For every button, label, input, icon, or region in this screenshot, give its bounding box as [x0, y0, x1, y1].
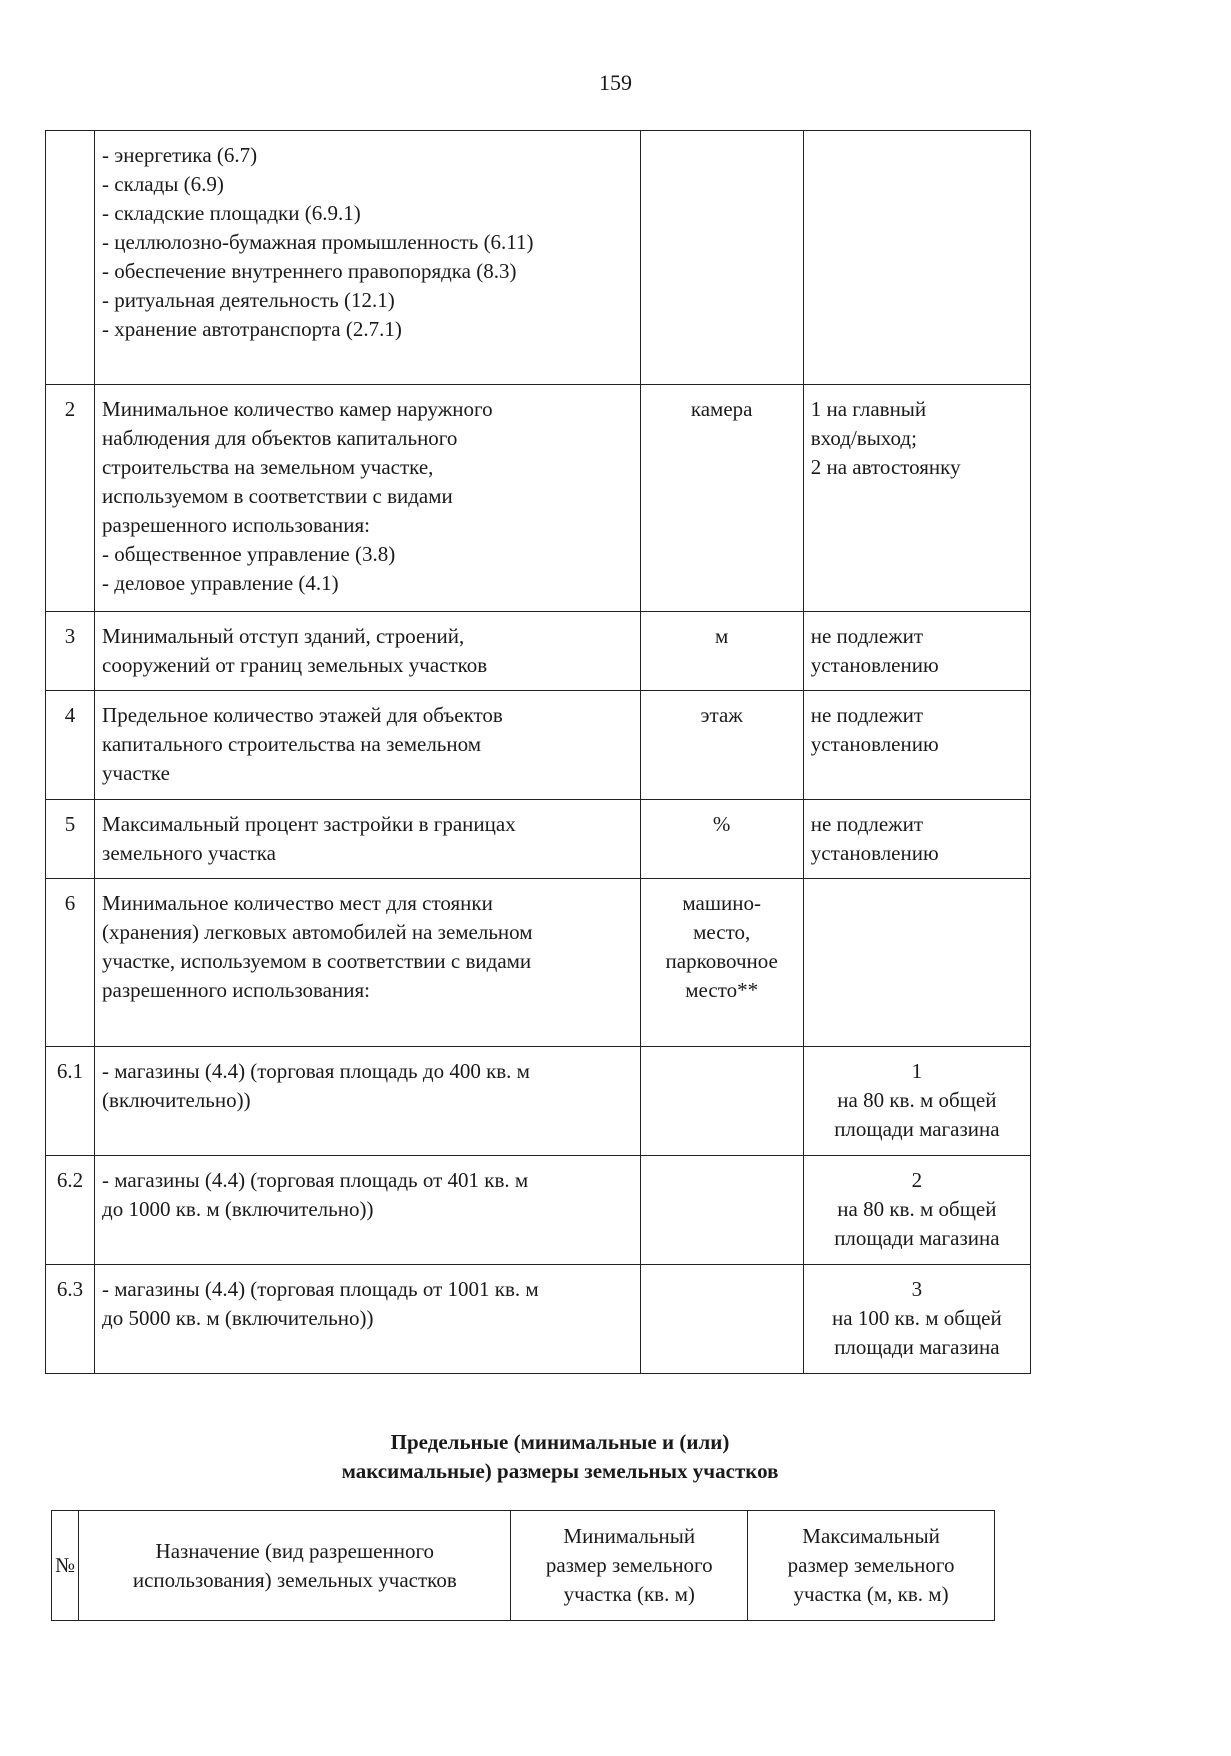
row-number: 4	[46, 691, 95, 800]
row-unit	[640, 131, 803, 385]
table-row	[46, 800, 1031, 879]
table-header-row	[52, 1511, 995, 1621]
table-row	[46, 691, 1031, 800]
table-row	[46, 879, 1031, 1047]
table-row	[46, 1047, 1031, 1156]
land-plot-sizes-table	[51, 1510, 995, 1621]
header-number: №	[52, 1511, 79, 1621]
row-number: 6	[46, 879, 95, 1047]
row-number: 6.1	[46, 1047, 95, 1156]
table-row	[46, 612, 1031, 691]
row-number: 5	[46, 800, 95, 879]
row-value: 1 на 80 кв. м общей площади магазина	[803, 1047, 1030, 1156]
row-unit	[640, 1265, 803, 1374]
row-description: - магазины (4.4) (торговая площадь до 400 кв. м (включительно))	[95, 1047, 641, 1156]
row-description: - магазины (4.4) (торговая площадь от 1001 кв. м до 5000 кв. м (включительно))	[95, 1265, 641, 1374]
row-value: 3 на 100 кв. м общей площади магазина	[803, 1265, 1030, 1374]
row-value: 2 на 80 кв. м общей площади магазина	[803, 1156, 1030, 1265]
table-row	[46, 385, 1031, 612]
row-unit: камера	[640, 385, 803, 612]
row-unit	[640, 1156, 803, 1265]
row-unit: этаж	[640, 691, 803, 800]
row-description: Минимальный отступ зданий, строений, сооружений от границ земельных участков	[95, 612, 641, 691]
row-value	[803, 879, 1030, 1047]
row-description: - магазины (4.4) (торговая площадь от 401 кв. м до 1000 кв. м (включительно))	[95, 1156, 641, 1265]
header-purpose: Назначение (вид разрешенного использования) земельных участков	[79, 1511, 511, 1621]
page-number: 159	[599, 70, 632, 95]
row-number: 6.2	[46, 1156, 95, 1265]
header-max-size: Максимальный размер земельного участка (м, кв. м)	[748, 1511, 995, 1621]
table-row	[46, 1265, 1031, 1374]
row-unit: м	[640, 612, 803, 691]
row-description: Максимальный процент застройки в границах земельного участка	[95, 800, 641, 879]
row-value	[803, 131, 1030, 385]
table-row	[46, 1156, 1031, 1265]
row-unit: %	[640, 800, 803, 879]
row-unit: машино- место, парковочное место**	[640, 879, 803, 1047]
row-number	[46, 131, 95, 385]
row-number: 2	[46, 385, 95, 612]
row-value: не подлежит установлению	[803, 612, 1030, 691]
row-description: Минимальное количество камер наружного наблюдения для объектов капитального строительства на земельном участке, используемом в соответствии с видами разрешенного использования: - общественное управление (3.8) - деловое управление (4.1)	[95, 385, 641, 612]
section-title: Предельные (минимальные и (или) максимальные) размеры земельных участков	[341, 1430, 779, 1483]
row-value: не подлежит установлению	[803, 800, 1030, 879]
row-value: не подлежит установлению	[803, 691, 1030, 800]
row-description: - энергетика (6.7) - склады (6.9) - складские площадки (6.9.1) - целлюлозно-бумажная промышленность (6.11) - обеспечение внутреннего правопорядка (8.3) - ритуальная деятельность (12.1) - хранение автотранспорта (2.7.1)	[95, 131, 641, 385]
table-row	[46, 131, 1031, 385]
parameters-table	[45, 130, 1031, 1374]
row-description: Минимальное количество мест для стоянки (хранения) легковых автомобилей на земельном участке, используемом в соответствии с видами разрешенного использования:	[95, 879, 641, 1047]
row-value: 1 на главный вход/выход; 2 на автостоянку	[803, 385, 1030, 612]
row-number: 6.3	[46, 1265, 95, 1374]
row-description: Предельное количество этажей для объектов капитального строительства на земельном участке	[95, 691, 641, 800]
row-number: 3	[46, 612, 95, 691]
header-min-size: Минимальный размер земельного участка (кв. м)	[511, 1511, 748, 1621]
row-unit	[640, 1047, 803, 1156]
